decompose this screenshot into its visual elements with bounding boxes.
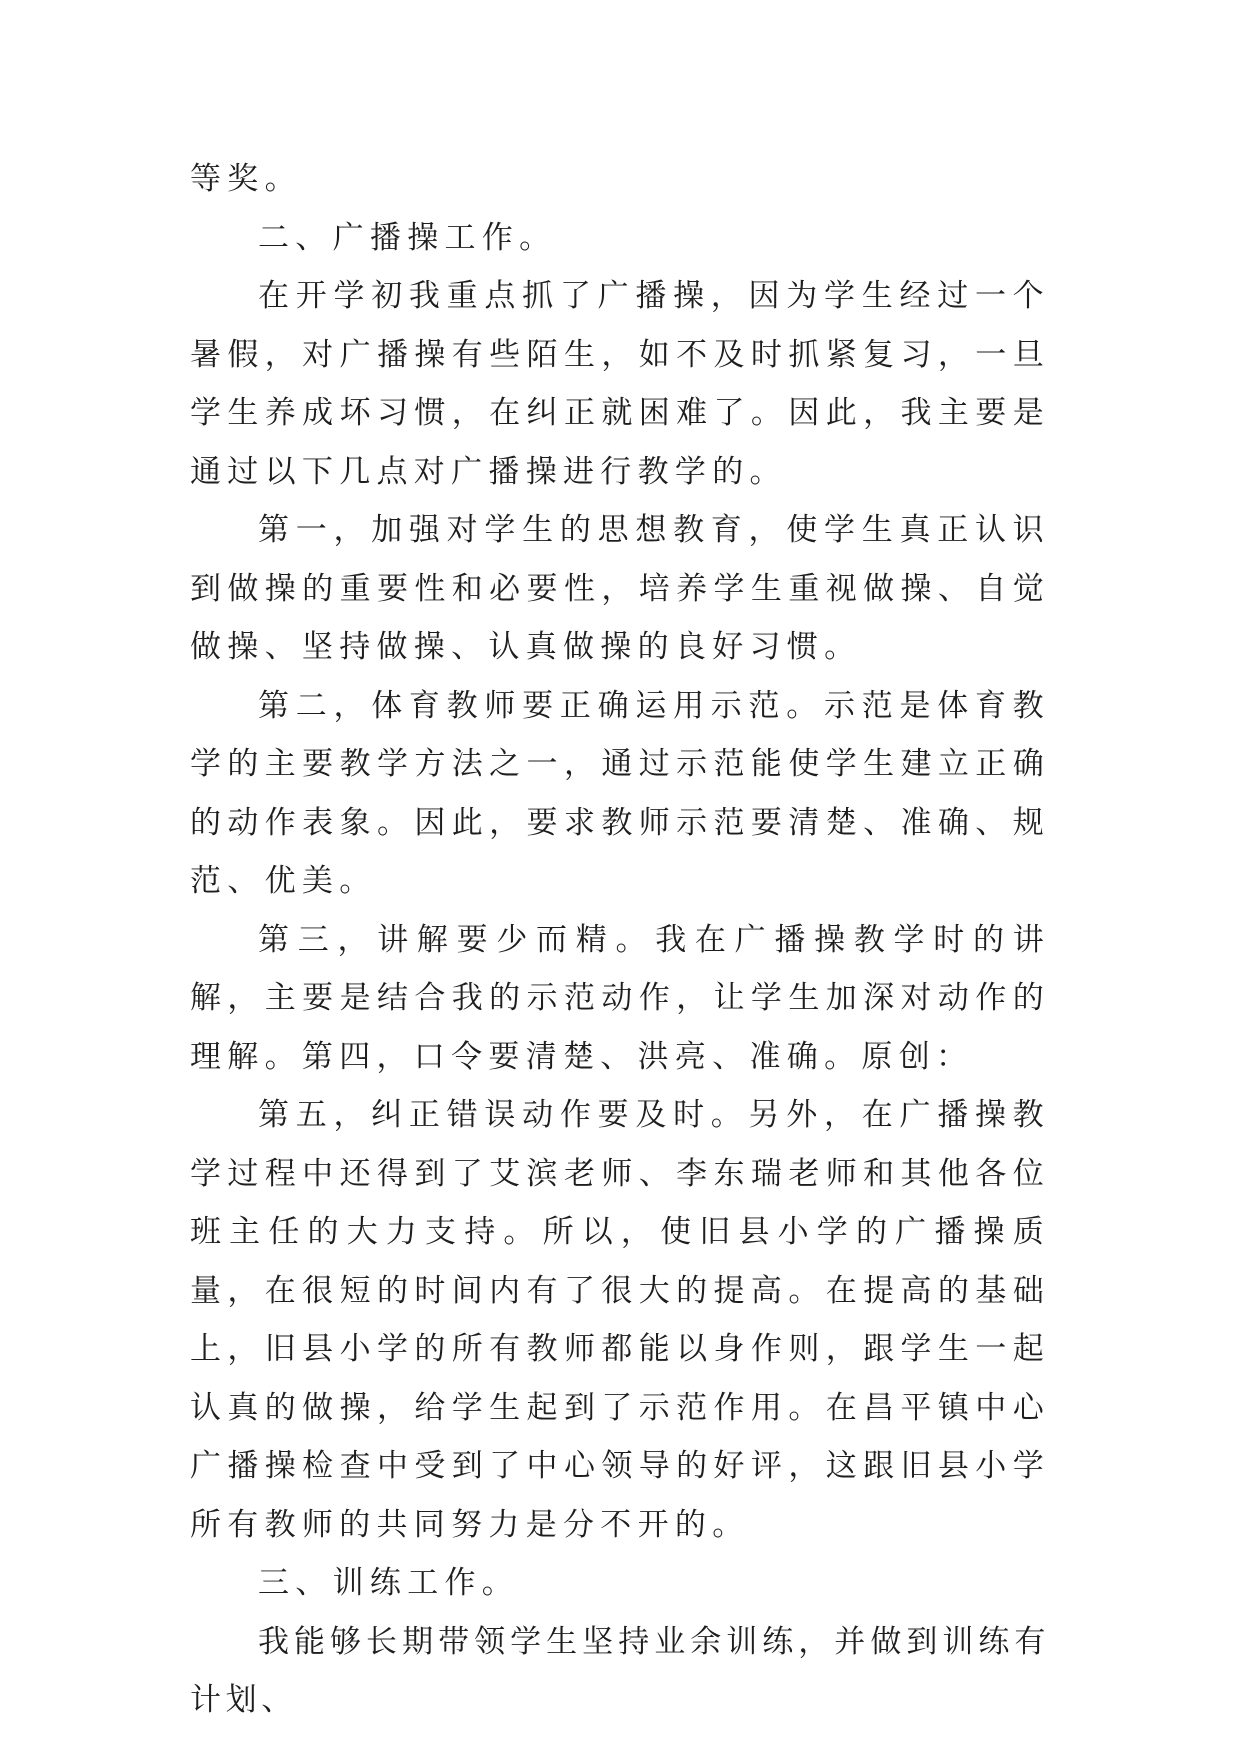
paragraph-point-five: 第五，纠正错误动作要及时。另外，在广播操教学过程中还得到了艾滨老师、李东瑞老师和其他各位班主任的大力支持。所以，使旧县小学的广播操质量，在很短的时间内有了很大的提高。在提高的基础上，旧县小学的所有教师都能以身作则，跟学生一起认真的做操，给学生起到了示范作用。在昌平镇中心广播操检查中受到了中心领导的好评，这跟旧县小学所有教师的共同努力是分不开的。 — [190, 1097, 1050, 1543]
paragraph-training: 我能够长期带领学生坚持业余训练，并做到训练有计划、 — [190, 1623, 1050, 1718]
paragraph-point-one: 第一，加强对学生的思想教育，使学生真正认识到做操的重要性和必要性，培养学生重视做操、自觉做操、坚持做操、认真做操的良好习惯。 — [190, 512, 1050, 665]
section-heading-training: 三、训练工作。 — [258, 1565, 520, 1601]
paragraph-point-three-four: 第三，讲解要少而精。我在广播操教学时的讲解，主要是结合我的示范动作，让学生加深对动作的理解。第四，口令要清楚、洪亮、准确。原创： — [190, 921, 1050, 1075]
section-heading-broadcast-exercise: 二、广播操工作。 — [258, 219, 557, 256]
paragraph-continuation: 等奖。 — [190, 161, 302, 197]
paragraph-point-two: 第二，体育教师要正确运用示范。示范是体育教学的主要教学方法之一，通过示范能使学生建立正确的动作表象。因此，要求教师示范要清楚、准确、规范、优美。 — [190, 687, 1050, 899]
document-body — [190, 150, 1050, 1730]
paragraph-intro: 在开学初我重点抓了广播操，因为学生经过一个暑假，对广播操有些陌生，如不及时抓紧复习，一旦学生养成坏习惯，在纠正就困难了。因此，我主要是通过以下几点对广播操进行教学的。 — [190, 278, 1050, 490]
